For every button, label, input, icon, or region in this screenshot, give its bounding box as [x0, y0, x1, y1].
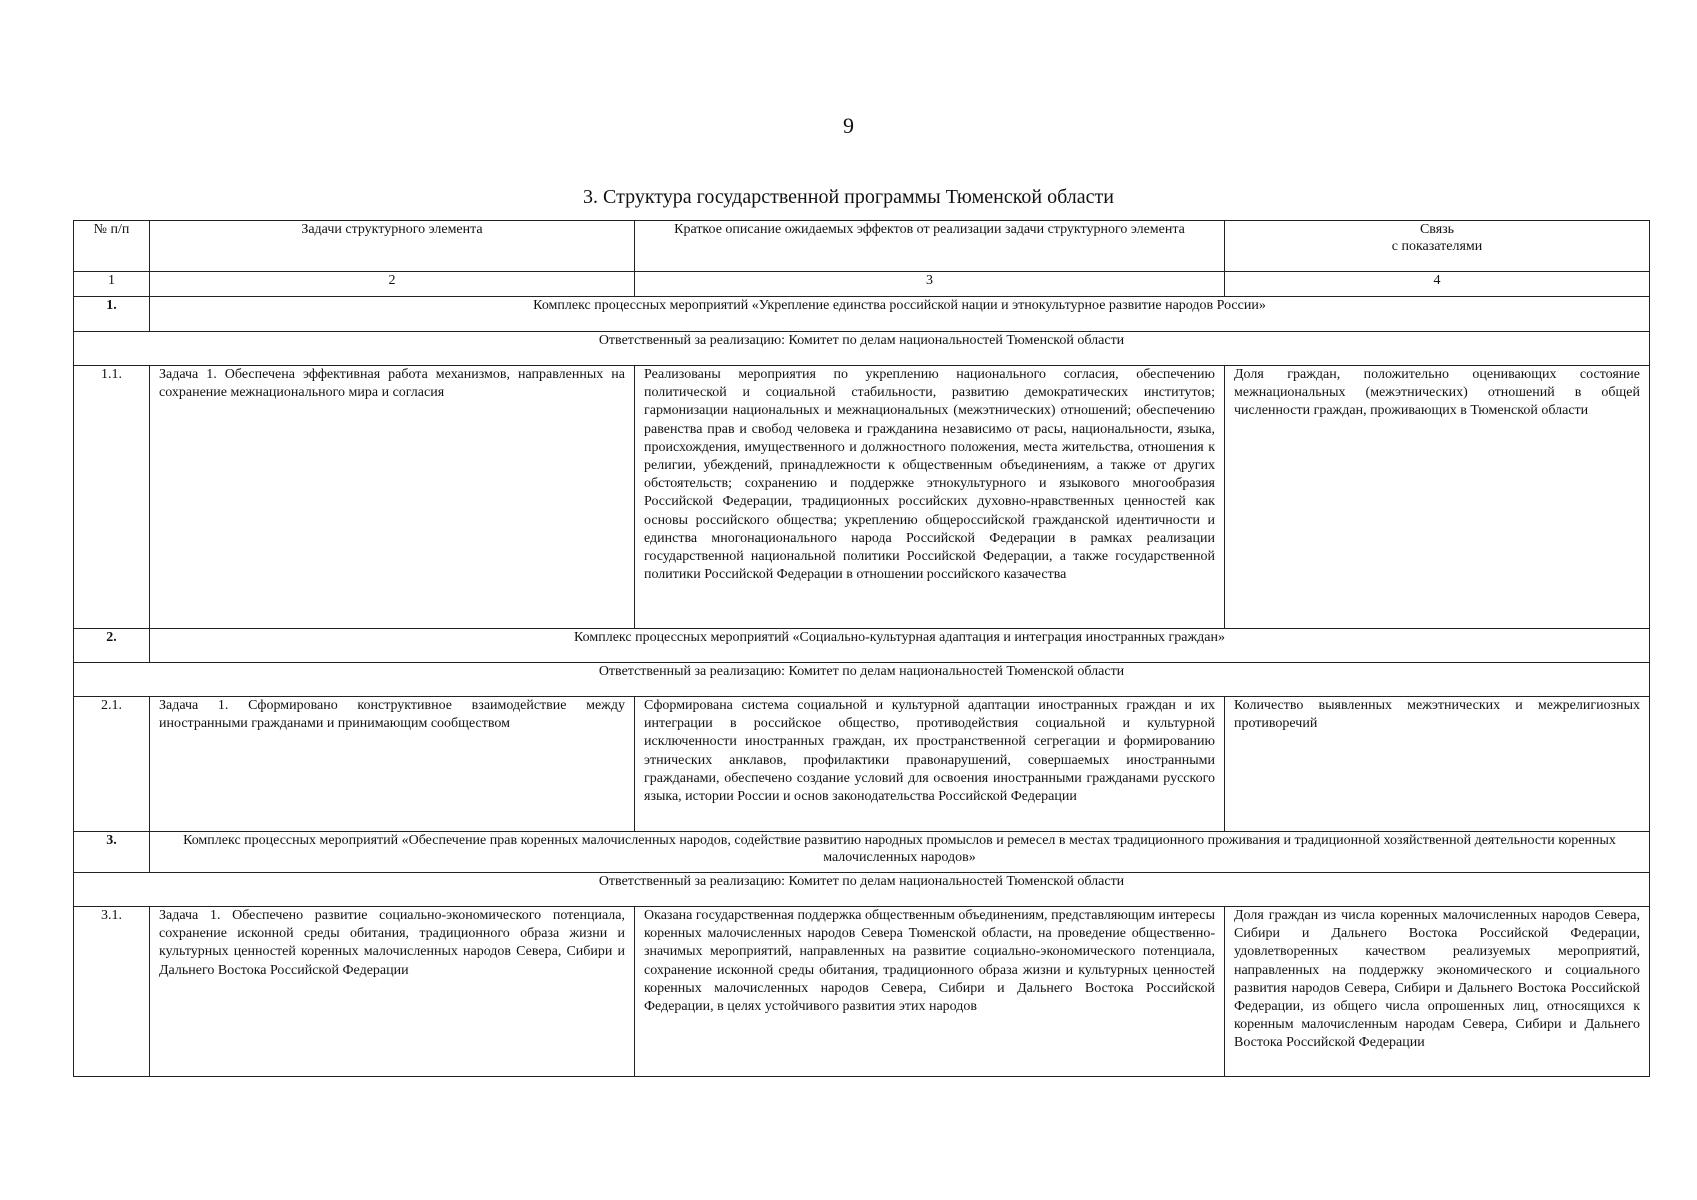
- table-row: [74, 697, 1650, 832]
- section-number: 3.: [74, 832, 150, 873]
- column-number: 4: [1225, 272, 1650, 297]
- task-cell: Задача 1. Обеспечено развитие социально-экономического потенциала, сохранение исконной среды обитания, традиционного образа жизни и культурных ценностей коренных малочисленных народов Севера, Сибири и Дальнего Востока Российской Федерации: [150, 907, 635, 1077]
- responsible-row: [74, 332, 1650, 366]
- section-title: Комплекс процессных мероприятий «Обеспечение прав коренных малочисленных народов, содействие развитию народных промыслов и ремесел в местах традиционного проживания и традиционной хозяйственной деятельности коренных малочисленных народов»: [150, 832, 1650, 873]
- table-row: [74, 907, 1650, 1077]
- section-row: [74, 629, 1650, 663]
- page-number: 9: [843, 113, 854, 138]
- row-number: 2.1.: [74, 697, 150, 832]
- section-number: 2.: [74, 629, 150, 663]
- header-indicators: Связь с показателями: [1225, 221, 1650, 272]
- section-row: [74, 832, 1650, 873]
- table-row: [74, 366, 1650, 629]
- responsible-row: [74, 663, 1650, 697]
- task-cell: Задача 1. Сформировано конструктивное взаимодействие между иностранными гражданами и принимающим сообществом: [150, 697, 635, 832]
- indicators-cell: Количество выявленных межэтнических и межрелигиозных противоречий: [1225, 697, 1650, 832]
- header-number: № п/п: [74, 221, 150, 272]
- section-number: 1.: [74, 297, 150, 332]
- table-header-row: [74, 221, 1650, 272]
- row-number: 3.1.: [74, 907, 150, 1077]
- responsible-text: Ответственный за реализацию: Комитет по делам национальностей Тюменской области: [74, 332, 1650, 366]
- row-number: 1.1.: [74, 366, 150, 629]
- section-title: Комплекс процессных мероприятий «Социально-культурная адаптация и интеграция иностранных граждан»: [150, 629, 1650, 663]
- task-cell: Задача 1. Обеспечена эффективная работа механизмов, направленных на сохранение межнационального мира и согласия: [150, 366, 635, 629]
- column-number-row: [74, 272, 1650, 297]
- section-row: [74, 297, 1650, 332]
- effects-cell: Сформирована система социальной и культурной адаптации иностранных граждан и их интеграции в российское общество, противодействия социальной и культурной исключенности иностранных граждан, их пространственной сегрегации и формированию этнических анклавов, профилактики правонарушений, совершаемых иностранными гражданами, обеспечено создание условий для освоения иностранными гражданами русского языка, истории России и основ законодательства Российской Федерации: [635, 697, 1225, 832]
- effects-cell: Реализованы мероприятия по укреплению национального согласия, обеспечению политической и социальной стабильности, развитию демократических институтов; гармонизации национальных и межнациональных (межэтнических) отношений; обеспечению равенства прав и свобод человека и гражданина независимо от расы, национальности, языка, происхождения, имущественного и должностного положения, места жительства, отношения к религии, убеждений, принадлежности к общественным объединениям, а также от других обстоятельств; сохранению и поддержке этнокультурного и языкового многообразия Российской Федерации, традиционных российских духовно-нравственных ценностей как основы российского общества; укреплению общероссийской гражданской идентичности и единства многонационального народа Российской Федерации в рамках реализации государственной национальной политики Российской Федерации, а также государственной политики Российской Федерации в отношении российского казачества: [635, 366, 1225, 629]
- responsible-row: [74, 873, 1650, 907]
- responsible-text: Ответственный за реализацию: Комитет по делам национальностей Тюменской области: [74, 873, 1650, 907]
- section-title: Комплекс процессных мероприятий «Укрепление единства российской нации и этнокультурное развитие народов России»: [150, 297, 1650, 332]
- effects-cell: Оказана государственная поддержка общественным объединениям, представляющим интересы коренных малочисленных народов Севера Тюменской области, на проведение общественно-значимых мероприятий, направленных на развитие социально-экономического потенциала, сохранение исконной среды обитания, традиционного образа жизни и культурных ценностей коренных малочисленных народов Севера, Сибири и Дальнего Востока Российской Федерации, в целях устойчивого развития этих народов: [635, 907, 1225, 1077]
- responsible-text: Ответственный за реализацию: Комитет по делам национальностей Тюменской области: [74, 663, 1650, 697]
- indicators-cell: Доля граждан, положительно оценивающих состояние межнациональных (межэтнических) отношений в общей численности граждан, проживающих в Тюменской области: [1225, 366, 1650, 629]
- program-structure-table: [73, 220, 1650, 1077]
- page-title: 3. Структура государственной программы Тюменской области: [583, 186, 1114, 208]
- header-effects: Краткое описание ожидаемых эффектов от реализации задачи структурного элемента: [635, 221, 1225, 272]
- column-number: 2: [150, 272, 635, 297]
- indicators-cell: Доля граждан из числа коренных малочисленных народов Севера, Сибири и Дальнего Востока Российской Федерации, удовлетворенных качеством реализуемых мероприятий, направленных на поддержку экономического и социального развития народов Севера, Сибири и Дальнего Востока Российской Федерации, из общего числа опрошенных лиц, относящихся к коренным малочисленным народам Севера, Сибири и Дальнего Востока Российской Федерации: [1225, 907, 1650, 1077]
- header-tasks: Задачи структурного элемента: [150, 221, 635, 272]
- column-number: 3: [635, 272, 1225, 297]
- column-number: 1: [74, 272, 150, 297]
